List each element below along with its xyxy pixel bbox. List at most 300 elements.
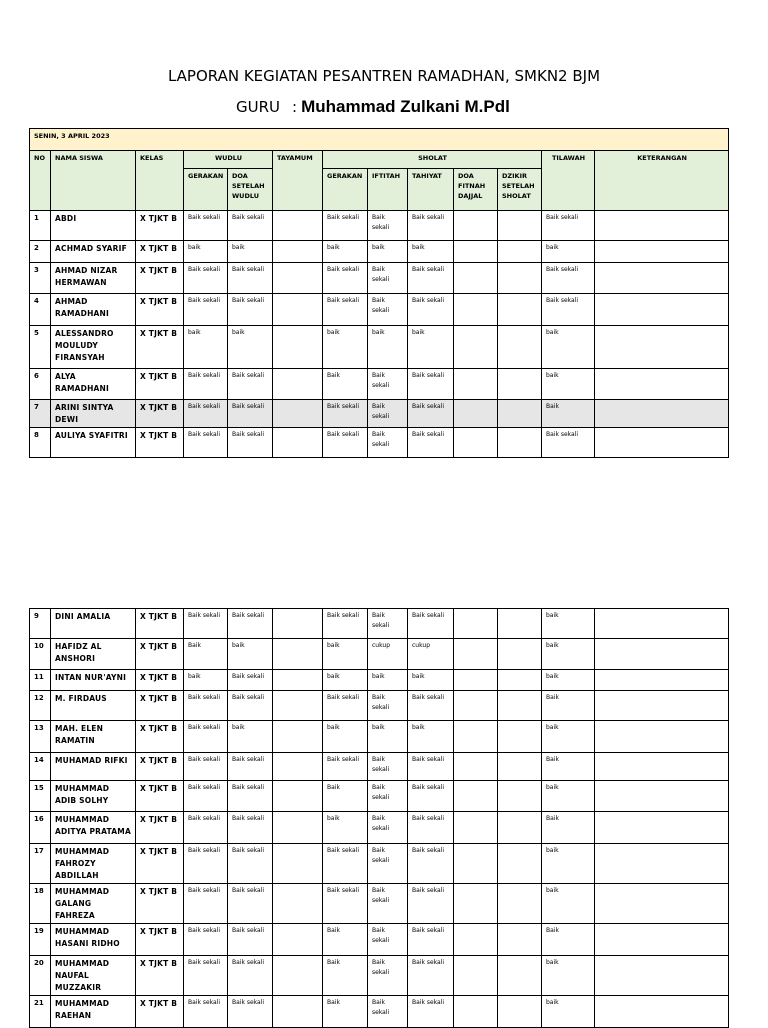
tayamum-cell: [273, 609, 323, 639]
wudlu-gerakan-cell: Baik sekali: [184, 844, 228, 884]
sholat-iftitah-cell: baik: [368, 670, 408, 691]
report-title: LAPORAN KEGIATAN PESANTREN RAMADHAN, SMKN2 BJM: [167, 67, 601, 85]
header-sholat-iftitah: IFTITAH: [368, 169, 408, 211]
class-cell: X TJKT B: [136, 400, 184, 428]
table-row: [30, 326, 729, 369]
sholat-gerakan-cell: baik: [323, 721, 368, 753]
sholat-tahiyat-cell: Baik sekali: [408, 996, 454, 1028]
tilawah-cell: baik: [542, 326, 595, 369]
wudlu-doa-cell: Baik sekali: [228, 781, 273, 812]
wudlu-gerakan-cell: Baik sekali: [184, 263, 228, 294]
sholat-gerakan-cell: Baik sekali: [323, 294, 368, 326]
sholat-dzikir-cell: [498, 639, 542, 670]
wudlu-doa-cell: Baik sekali: [228, 844, 273, 884]
wudlu-gerakan-cell: Baik sekali: [184, 294, 228, 326]
sholat-doa-cell: [454, 211, 498, 241]
class-cell: X TJKT B: [136, 211, 184, 241]
sholat-tahiyat-cell: Baik sekali: [408, 812, 454, 844]
sholat-dzikir-cell: [498, 721, 542, 753]
sholat-dzikir-cell: [498, 369, 542, 400]
sholat-doa-cell: [454, 369, 498, 400]
student-name-cell: INTAN NUR'AYNI: [51, 670, 136, 691]
sholat-gerakan-cell: Baik sekali: [323, 884, 368, 924]
class-cell: X TJKT B: [136, 812, 184, 844]
header-sholat-tahiyat: TAHIYAT: [408, 169, 454, 211]
header-sholat-dzikir: DZIKIR SETELAH SHOLAT: [498, 169, 542, 211]
sholat-tahiyat-cell: Baik sekali: [408, 844, 454, 884]
student-name-cell: HAFIDZ AL ANSHORI: [51, 639, 136, 670]
sholat-tahiyat-cell: Baik sekali: [408, 884, 454, 924]
sholat-iftitah-cell: Baik sekali: [368, 400, 408, 428]
wudlu-doa-cell: Baik sekali: [228, 369, 273, 400]
sholat-iftitah-cell: Baik sekali: [368, 211, 408, 241]
row-no-cell: 1: [30, 211, 51, 241]
sholat-doa-cell: [454, 812, 498, 844]
table-row: [30, 670, 729, 691]
header-wudlu: WUDLU: [184, 151, 273, 169]
tilawah-cell: baik: [542, 609, 595, 639]
sholat-tahiyat-cell: Baik sekali: [408, 428, 454, 458]
sholat-iftitah-cell: Baik sekali: [368, 428, 408, 458]
sholat-dzikir-cell: [498, 428, 542, 458]
sholat-gerakan-cell: Baik sekali: [323, 609, 368, 639]
row-no-cell: 18: [30, 884, 51, 924]
wudlu-gerakan-cell: Baik sekali: [184, 609, 228, 639]
table-row: [30, 781, 729, 812]
sholat-iftitah-cell: Baik sekali: [368, 781, 408, 812]
sholat-gerakan-cell: Baik sekali: [323, 428, 368, 458]
sholat-dzikir-cell: [498, 781, 542, 812]
sholat-dzikir-cell: [498, 400, 542, 428]
keterangan-cell: [595, 996, 729, 1028]
sholat-doa-cell: [454, 924, 498, 956]
wudlu-doa-cell: Baik sekali: [228, 753, 273, 781]
tayamum-cell: [273, 241, 323, 263]
tilawah-cell: Baik sekali: [542, 428, 595, 458]
sholat-gerakan-cell: baik: [323, 670, 368, 691]
wudlu-gerakan-cell: Baik sekali: [184, 753, 228, 781]
tilawah-cell: Baik: [542, 691, 595, 721]
sholat-dzikir-cell: [498, 609, 542, 639]
student-name-cell: MAH. ELEN RAMATIN: [51, 721, 136, 753]
student-name-cell: MUHAMMAD RAEHAN: [51, 996, 136, 1028]
tilawah-cell: baik: [542, 996, 595, 1028]
sholat-dzikir-cell: [498, 924, 542, 956]
wudlu-doa-cell: Baik sekali: [228, 691, 273, 721]
student-name-cell: ACHMAD SYARIF: [51, 241, 136, 263]
row-no-cell: 15: [30, 781, 51, 812]
sholat-iftitah-cell: Baik sekali: [368, 812, 408, 844]
class-cell: X TJKT B: [136, 428, 184, 458]
sholat-iftitah-cell: Baik sekali: [368, 924, 408, 956]
sholat-dzikir-cell: [498, 844, 542, 884]
sholat-doa-cell: [454, 241, 498, 263]
class-cell: X TJKT B: [136, 670, 184, 691]
student-name-cell: ARINI SINTYA DEWI: [51, 400, 136, 428]
tayamum-cell: [273, 369, 323, 400]
header-sholat: SHOLAT: [323, 151, 542, 169]
sholat-gerakan-cell: Baik sekali: [323, 691, 368, 721]
sholat-doa-cell: [454, 691, 498, 721]
sholat-doa-cell: [454, 326, 498, 369]
table-row: [30, 721, 729, 753]
wudlu-doa-cell: baik: [228, 241, 273, 263]
tilawah-cell: baik: [542, 721, 595, 753]
wudlu-gerakan-cell: baik: [184, 241, 228, 263]
row-no-cell: 2: [30, 241, 51, 263]
tayamum-cell: [273, 639, 323, 670]
wudlu-gerakan-cell: Baik sekali: [184, 428, 228, 458]
student-name-cell: DINI AMALIA: [51, 609, 136, 639]
row-no-cell: 8: [30, 428, 51, 458]
sholat-iftitah-cell: Baik sekali: [368, 609, 408, 639]
sholat-gerakan-cell: baik: [323, 812, 368, 844]
date-cell: SENIN, 3 APRIL 2023: [30, 129, 729, 151]
sholat-tahiyat-cell: Baik sekali: [408, 609, 454, 639]
keterangan-cell: [595, 956, 729, 996]
table-row: [30, 691, 729, 721]
keterangan-cell: [595, 428, 729, 458]
wudlu-doa-cell: Baik sekali: [228, 211, 273, 241]
sholat-dzikir-cell: [498, 211, 542, 241]
tayamum-cell: [273, 294, 323, 326]
row-no-cell: 5: [30, 326, 51, 369]
keterangan-cell: [595, 400, 729, 428]
tilawah-cell: Baik sekali: [542, 211, 595, 241]
table-row: [30, 884, 729, 924]
sholat-iftitah-cell: Baik sekali: [368, 294, 408, 326]
sholat-dzikir-cell: [498, 691, 542, 721]
sholat-dzikir-cell: [498, 326, 542, 369]
sholat-iftitah-cell: Baik sekali: [368, 691, 408, 721]
sholat-dzikir-cell: [498, 956, 542, 996]
wudlu-doa-cell: Baik sekali: [228, 400, 273, 428]
tilawah-cell: Baik: [542, 400, 595, 428]
wudlu-doa-cell: Baik sekali: [228, 428, 273, 458]
attendance-table-page-2: [29, 608, 729, 1028]
student-name-cell: MUHAMMAD ADIB SOLHY: [51, 781, 136, 812]
wudlu-doa-cell: Baik sekali: [228, 609, 273, 639]
sholat-doa-cell: [454, 956, 498, 996]
header-tilawah: TILAWAH: [542, 151, 595, 211]
sholat-gerakan-cell: baik: [323, 639, 368, 670]
sholat-doa-cell: [454, 670, 498, 691]
tilawah-cell: Baik sekali: [542, 294, 595, 326]
wudlu-gerakan-cell: Baik sekali: [184, 691, 228, 721]
wudlu-gerakan-cell: Baik: [184, 639, 228, 670]
wudlu-doa-cell: Baik sekali: [228, 812, 273, 844]
header-kelas: KELAS: [136, 151, 184, 211]
keterangan-cell: [595, 294, 729, 326]
wudlu-doa-cell: baik: [228, 721, 273, 753]
table-row: [30, 211, 729, 241]
sholat-tahiyat-cell: Baik sekali: [408, 263, 454, 294]
sholat-doa-cell: [454, 884, 498, 924]
teacher-label: GURU: [236, 98, 281, 116]
keterangan-cell: [595, 691, 729, 721]
header-sholat-gerakan: GERAKAN: [323, 169, 368, 211]
tayamum-cell: [273, 924, 323, 956]
tilawah-cell: baik: [542, 884, 595, 924]
wudlu-gerakan-cell: baik: [184, 326, 228, 369]
tayamum-cell: [273, 721, 323, 753]
tayamum-cell: [273, 263, 323, 294]
sholat-doa-cell: [454, 639, 498, 670]
sholat-tahiyat-cell: Baik sekali: [408, 781, 454, 812]
student-name-cell: ABDI: [51, 211, 136, 241]
class-cell: X TJKT B: [136, 996, 184, 1028]
row-no-cell: 7: [30, 400, 51, 428]
class-cell: X TJKT B: [136, 781, 184, 812]
class-cell: X TJKT B: [136, 753, 184, 781]
class-cell: X TJKT B: [136, 884, 184, 924]
tayamum-cell: [273, 812, 323, 844]
wudlu-doa-cell: Baik sekali: [228, 956, 273, 996]
teacher-name: Muhammad Zulkani M.Pdl: [301, 97, 510, 116]
tilawah-cell: Baik sekali: [542, 263, 595, 294]
sholat-gerakan-cell: Baik sekali: [323, 263, 368, 294]
table-row: [30, 812, 729, 844]
sholat-tahiyat-cell: Baik sekali: [408, 369, 454, 400]
wudlu-doa-cell: baik: [228, 639, 273, 670]
sholat-dzikir-cell: [498, 884, 542, 924]
row-no-cell: 20: [30, 956, 51, 996]
sholat-iftitah-cell: Baik sekali: [368, 263, 408, 294]
sholat-dzikir-cell: [498, 670, 542, 691]
sholat-tahiyat-cell: Baik sekali: [408, 753, 454, 781]
sholat-tahiyat-cell: baik: [408, 241, 454, 263]
keterangan-cell: [595, 884, 729, 924]
sholat-gerakan-cell: baik: [323, 326, 368, 369]
student-name-cell: MUHAMMAD GALANG FAHREZA: [51, 884, 136, 924]
keterangan-cell: [595, 721, 729, 753]
header-wudlu-doa: DOA SETELAH WUDLU: [228, 169, 273, 211]
class-cell: X TJKT B: [136, 241, 184, 263]
sholat-gerakan-cell: Baik: [323, 924, 368, 956]
wudlu-gerakan-cell: baik: [184, 670, 228, 691]
sholat-dzikir-cell: [498, 996, 542, 1028]
tilawah-cell: baik: [542, 781, 595, 812]
sholat-iftitah-cell: Baik sekali: [368, 956, 408, 996]
sholat-iftitah-cell: baik: [368, 241, 408, 263]
tilawah-cell: baik: [542, 369, 595, 400]
sholat-dzikir-cell: [498, 753, 542, 781]
sholat-dzikir-cell: [498, 263, 542, 294]
sholat-gerakan-cell: Baik: [323, 369, 368, 400]
sholat-doa-cell: [454, 996, 498, 1028]
sholat-iftitah-cell: Baik sekali: [368, 844, 408, 884]
sholat-doa-cell: [454, 294, 498, 326]
sholat-iftitah-cell: Baik sekali: [368, 369, 408, 400]
sholat-gerakan-cell: Baik: [323, 996, 368, 1028]
row-no-cell: 11: [30, 670, 51, 691]
class-cell: X TJKT B: [136, 691, 184, 721]
teacher-line: [236, 97, 510, 117]
student-name-cell: MUHAMMAD ADITYA PRATAMA: [51, 812, 136, 844]
keterangan-cell: [595, 241, 729, 263]
wudlu-doa-cell: baik: [228, 326, 273, 369]
student-name-cell: ALESSANDRO MOULUDY FIRANSYAH: [51, 326, 136, 369]
row-no-cell: 21: [30, 996, 51, 1028]
tayamum-cell: [273, 326, 323, 369]
tilawah-cell: baik: [542, 844, 595, 884]
tayamum-cell: [273, 844, 323, 884]
keterangan-cell: [595, 844, 729, 884]
sholat-dzikir-cell: [498, 294, 542, 326]
table-row: [30, 263, 729, 294]
sholat-doa-cell: [454, 753, 498, 781]
table-row: [30, 369, 729, 400]
sholat-doa-cell: [454, 609, 498, 639]
header-sholat-doa: DOA FITNAH DAJJAL: [454, 169, 498, 211]
keterangan-cell: [595, 609, 729, 639]
student-name-cell: MUHAMMAD NAUFAL MUZZAKIR: [51, 956, 136, 996]
tayamum-cell: [273, 781, 323, 812]
table-row: [30, 241, 729, 263]
sholat-gerakan-cell: Baik sekali: [323, 400, 368, 428]
table-row: [30, 400, 729, 428]
header-wudlu-gerakan: GERAKAN: [184, 169, 228, 211]
table-row: [30, 996, 729, 1028]
sholat-doa-cell: [454, 721, 498, 753]
sholat-iftitah-cell: Baik sekali: [368, 884, 408, 924]
row-no-cell: 6: [30, 369, 51, 400]
class-cell: X TJKT B: [136, 369, 184, 400]
keterangan-cell: [595, 924, 729, 956]
table-row: [30, 956, 729, 996]
student-name-cell: MUHAMMAD FAHROZY ABDILLAH: [51, 844, 136, 884]
wudlu-doa-cell: Baik sekali: [228, 294, 273, 326]
class-cell: X TJKT B: [136, 326, 184, 369]
class-cell: X TJKT B: [136, 924, 184, 956]
sholat-doa-cell: [454, 263, 498, 294]
sholat-doa-cell: [454, 844, 498, 884]
keterangan-cell: [595, 812, 729, 844]
sholat-iftitah-cell: Baik sekali: [368, 996, 408, 1028]
sholat-tahiyat-cell: Baik sekali: [408, 400, 454, 428]
sholat-tahiyat-cell: Baik sekali: [408, 691, 454, 721]
sholat-dzikir-cell: [498, 241, 542, 263]
attendance-table-page-1: [29, 128, 729, 458]
tayamum-cell: [273, 753, 323, 781]
sholat-tahiyat-cell: Baik sekali: [408, 956, 454, 996]
keterangan-cell: [595, 639, 729, 670]
header-tayamum: TAYAMUM: [273, 151, 323, 211]
tilawah-cell: Baik: [542, 753, 595, 781]
tayamum-cell: [273, 956, 323, 996]
sholat-tahiyat-cell: Baik sekali: [408, 924, 454, 956]
keterangan-cell: [595, 753, 729, 781]
wudlu-gerakan-cell: Baik sekali: [184, 812, 228, 844]
sholat-doa-cell: [454, 781, 498, 812]
sholat-tahiyat-cell: cukup: [408, 639, 454, 670]
wudlu-doa-cell: Baik sekali: [228, 670, 273, 691]
wudlu-gerakan-cell: Baik sekali: [184, 924, 228, 956]
sholat-tahiyat-cell: baik: [408, 670, 454, 691]
student-name-cell: AULIYA SYAFITRI: [51, 428, 136, 458]
sholat-gerakan-cell: Baik: [323, 956, 368, 996]
wudlu-doa-cell: Baik sekali: [228, 884, 273, 924]
class-cell: X TJKT B: [136, 721, 184, 753]
sholat-gerakan-cell: Baik sekali: [323, 844, 368, 884]
class-cell: X TJKT B: [136, 609, 184, 639]
class-cell: X TJKT B: [136, 639, 184, 670]
tilawah-cell: baik: [542, 956, 595, 996]
table-row: [30, 428, 729, 458]
sholat-tahiyat-cell: baik: [408, 326, 454, 369]
table-row: [30, 924, 729, 956]
wudlu-gerakan-cell: Baik sekali: [184, 781, 228, 812]
row-no-cell: 12: [30, 691, 51, 721]
sholat-iftitah-cell: cukup: [368, 639, 408, 670]
class-cell: X TJKT B: [136, 844, 184, 884]
student-name-cell: MUHAMAD RIFKI: [51, 753, 136, 781]
wudlu-gerakan-cell: Baik sekali: [184, 956, 228, 996]
student-name-cell: AHMAD RAMADHANI: [51, 294, 136, 326]
sholat-iftitah-cell: baik: [368, 721, 408, 753]
wudlu-gerakan-cell: Baik sekali: [184, 721, 228, 753]
sholat-dzikir-cell: [498, 812, 542, 844]
class-cell: X TJKT B: [136, 956, 184, 996]
header-nama-siswa: NAMA SISWA: [51, 151, 136, 211]
sholat-tahiyat-cell: Baik sekali: [408, 211, 454, 241]
row-no-cell: 16: [30, 812, 51, 844]
tilawah-cell: baik: [542, 639, 595, 670]
tilawah-cell: Baik: [542, 924, 595, 956]
class-cell: X TJKT B: [136, 294, 184, 326]
table-row: [30, 609, 729, 639]
tayamum-cell: [273, 211, 323, 241]
sholat-iftitah-cell: baik: [368, 326, 408, 369]
tayamum-cell: [273, 884, 323, 924]
class-cell: X TJKT B: [136, 263, 184, 294]
teacher-colon: :: [292, 98, 298, 116]
sholat-tahiyat-cell: Baik sekali: [408, 294, 454, 326]
sholat-gerakan-cell: Baik: [323, 781, 368, 812]
wudlu-doa-cell: Baik sekali: [228, 924, 273, 956]
sholat-iftitah-cell: Baik sekali: [368, 753, 408, 781]
wudlu-gerakan-cell: Baik sekali: [184, 369, 228, 400]
tilawah-cell: Baik: [542, 812, 595, 844]
row-no-cell: 14: [30, 753, 51, 781]
sholat-tahiyat-cell: baik: [408, 721, 454, 753]
keterangan-cell: [595, 369, 729, 400]
keterangan-cell: [595, 326, 729, 369]
row-no-cell: 13: [30, 721, 51, 753]
keterangan-cell: [595, 781, 729, 812]
row-no-cell: 19: [30, 924, 51, 956]
tayamum-cell: [273, 691, 323, 721]
tilawah-cell: baik: [542, 670, 595, 691]
sholat-doa-cell: [454, 428, 498, 458]
wudlu-gerakan-cell: Baik sekali: [184, 996, 228, 1028]
sholat-gerakan-cell: Baik sekali: [323, 753, 368, 781]
row-no-cell: 9: [30, 609, 51, 639]
keterangan-cell: [595, 211, 729, 241]
sholat-doa-cell: [454, 400, 498, 428]
row-no-cell: 3: [30, 263, 51, 294]
sholat-gerakan-cell: Baik sekali: [323, 211, 368, 241]
row-no-cell: 17: [30, 844, 51, 884]
table-row: [30, 844, 729, 884]
table-row: [30, 753, 729, 781]
tilawah-cell: baik: [542, 241, 595, 263]
tayamum-cell: [273, 428, 323, 458]
table-row: [30, 294, 729, 326]
tayamum-cell: [273, 996, 323, 1028]
student-name-cell: ALYA RAMADHANI: [51, 369, 136, 400]
row-no-cell: 4: [30, 294, 51, 326]
